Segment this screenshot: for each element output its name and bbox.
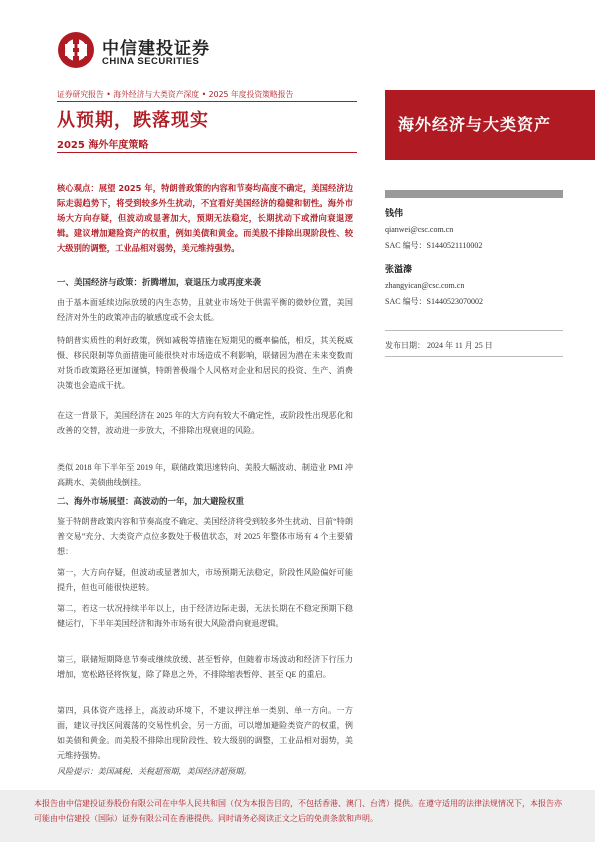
title-divider bbox=[57, 152, 357, 153]
body-paragraph: 第一，大方向存疑，但波动或显著加大，市场预期无法稳定，阶段性风险偏好可能提升，但也可能很快逆转。 bbox=[57, 568, 353, 592]
risk-warning: 风险提示：美国减税、关税超预期，美国经济超预期。 bbox=[57, 767, 252, 776]
section-heading-2: 二、海外市场展望：高波动的一年，加大避险权重 bbox=[57, 497, 245, 507]
footer-disclaimer: 本报告由中信建投证券股份有限公司在中华人民共和国（仅为本报告目的，不包括香港、澳门、台湾）提供。在遵守适用的法律法规情况下，本报告亦可能由中信建投（国际）证券有限公司在香港提供。同时请务必阅读正文之后的免责条款和声明。 bbox=[34, 799, 562, 823]
analyst-name: 钱伟 bbox=[385, 209, 404, 219]
section-banner bbox=[385, 90, 595, 160]
body-paragraph: 类似 2018 年下半年至 2019 年，联储政策迅速转向、美股大幅波动、制造业 PMI 冲高跳水、美债曲线倒挂。 bbox=[57, 463, 353, 487]
section-heading-1: 一、美国经济与政策：折腾增加，衰退压力或再度来袭 bbox=[57, 278, 262, 288]
publish-date: 发布日期： 2024 年 11 月 25 日 bbox=[385, 341, 493, 350]
body-paragraph: 第二，若这一状况持续半年以上，由于经济边际走弱，无法长期在不稳定预期下稳健运行，下半年美国经济和海外市场有很大风险滑向衰退逻辑。 bbox=[57, 604, 353, 628]
body-paragraph: 鉴于特朗普政策内容和节奏高度不确定、美国经济将受到较多外生扰动、目前“特朗普交易”充分、大类资产点位多数处于极值状态，对 2025 年整体市场有 4 个主要猜想： bbox=[57, 517, 353, 556]
company-name-en: CHINA SECURITIES bbox=[102, 56, 200, 67]
body-paragraph: 第四，具体资产选择上，高波动环境下，不建议押注单一类别、单一方向。一方面，建议寻找区间震荡的交易性机会，另一方面，可以增加避险类资产的权重，例如美债和黄金。而美股不排除出现阶段性、较大级别的调整，工业品相对弱势，美元维持强势。 bbox=[57, 706, 353, 760]
report-subtitle: 2025 海外年度策略 bbox=[57, 140, 149, 151]
header-divider bbox=[57, 101, 357, 102]
analyst-email[interactable]: qianwei@csc.com.cn bbox=[385, 225, 454, 234]
company-logo-mark-icon bbox=[56, 30, 96, 70]
analyst-card bbox=[385, 262, 563, 307]
analyst-sac-number: SAC 编号：S1440523070002 bbox=[385, 297, 484, 306]
publish-date-block bbox=[385, 340, 563, 351]
body-paragraph: 特朗普实质性的利好政策，例如减税等措施在短期见的概率偏低，相反，其关税威慑、移民限制等负面措施可能很快对市场造成不利影响，联储因为潜在未来变数而对货币政策路径更加谨慎，特朗普极端个人风格对企业和居民的投资、生产、消费决策也会造成干扰。 bbox=[57, 336, 353, 390]
analyst-name: 张溢溱 bbox=[385, 265, 413, 275]
company-logo bbox=[56, 30, 216, 72]
analyst-sac-number: SAC 编号：S1440521110002 bbox=[385, 241, 483, 250]
report-title: 从预期，跌落现实 bbox=[57, 110, 209, 131]
analyst-email[interactable]: zhangyican@csc.com.cn bbox=[385, 281, 465, 290]
sidebar-divider bbox=[385, 356, 563, 357]
sidebar-header-bar bbox=[385, 190, 563, 198]
report-breadcrumb: 证券研究报告 • 海外经济与大类资产深度 • 2025 年度投资策略报告 bbox=[57, 90, 294, 99]
company-name-cn: 中信建投证券 bbox=[102, 39, 210, 59]
body-paragraph: 由于基本面延续边际放缓的内生态势，且就业市场处于供需平衡的微妙位置，美国经济对外生的政策冲击的敏感度或不会太低。 bbox=[57, 298, 353, 322]
sidebar-divider bbox=[385, 330, 563, 331]
section-banner-label: 海外经济与大类资产 bbox=[398, 115, 552, 134]
core-view-summary: 核心观点：展望 2025 年，特朗普政策的内容和节奏均高度不确定，美国经济边际走弱趋势下，将受到较多外生扰动，不宜看好美国经济的稳健和韧性。海外市场大方向存疑，但波动或显著加大，预期无法稳定，长期扰动下或滑向衰退逻辑。建议增加避险资产的权重，例如美债和黄金。而美股不排除出现阶段性、较大级别的调整，工业品相对弱势，美元维持强势。 bbox=[57, 183, 353, 253]
body-paragraph: 在这一背景下，美国经济在 2025 年的大方向有较大不确定性，或阶段性出现恶化和改善的交替，波动进一步放大，不排除出现衰退的风险。 bbox=[57, 411, 353, 435]
analyst-card bbox=[385, 206, 563, 251]
body-paragraph: 第三，联储短期降息节奏或继续放缓、甚至暂停，但随着市场波动和经济下行压力增加，宽松路径将恢复，除了降息之外，不排除缩表暂停、甚至 QE 的重启。 bbox=[57, 655, 353, 679]
